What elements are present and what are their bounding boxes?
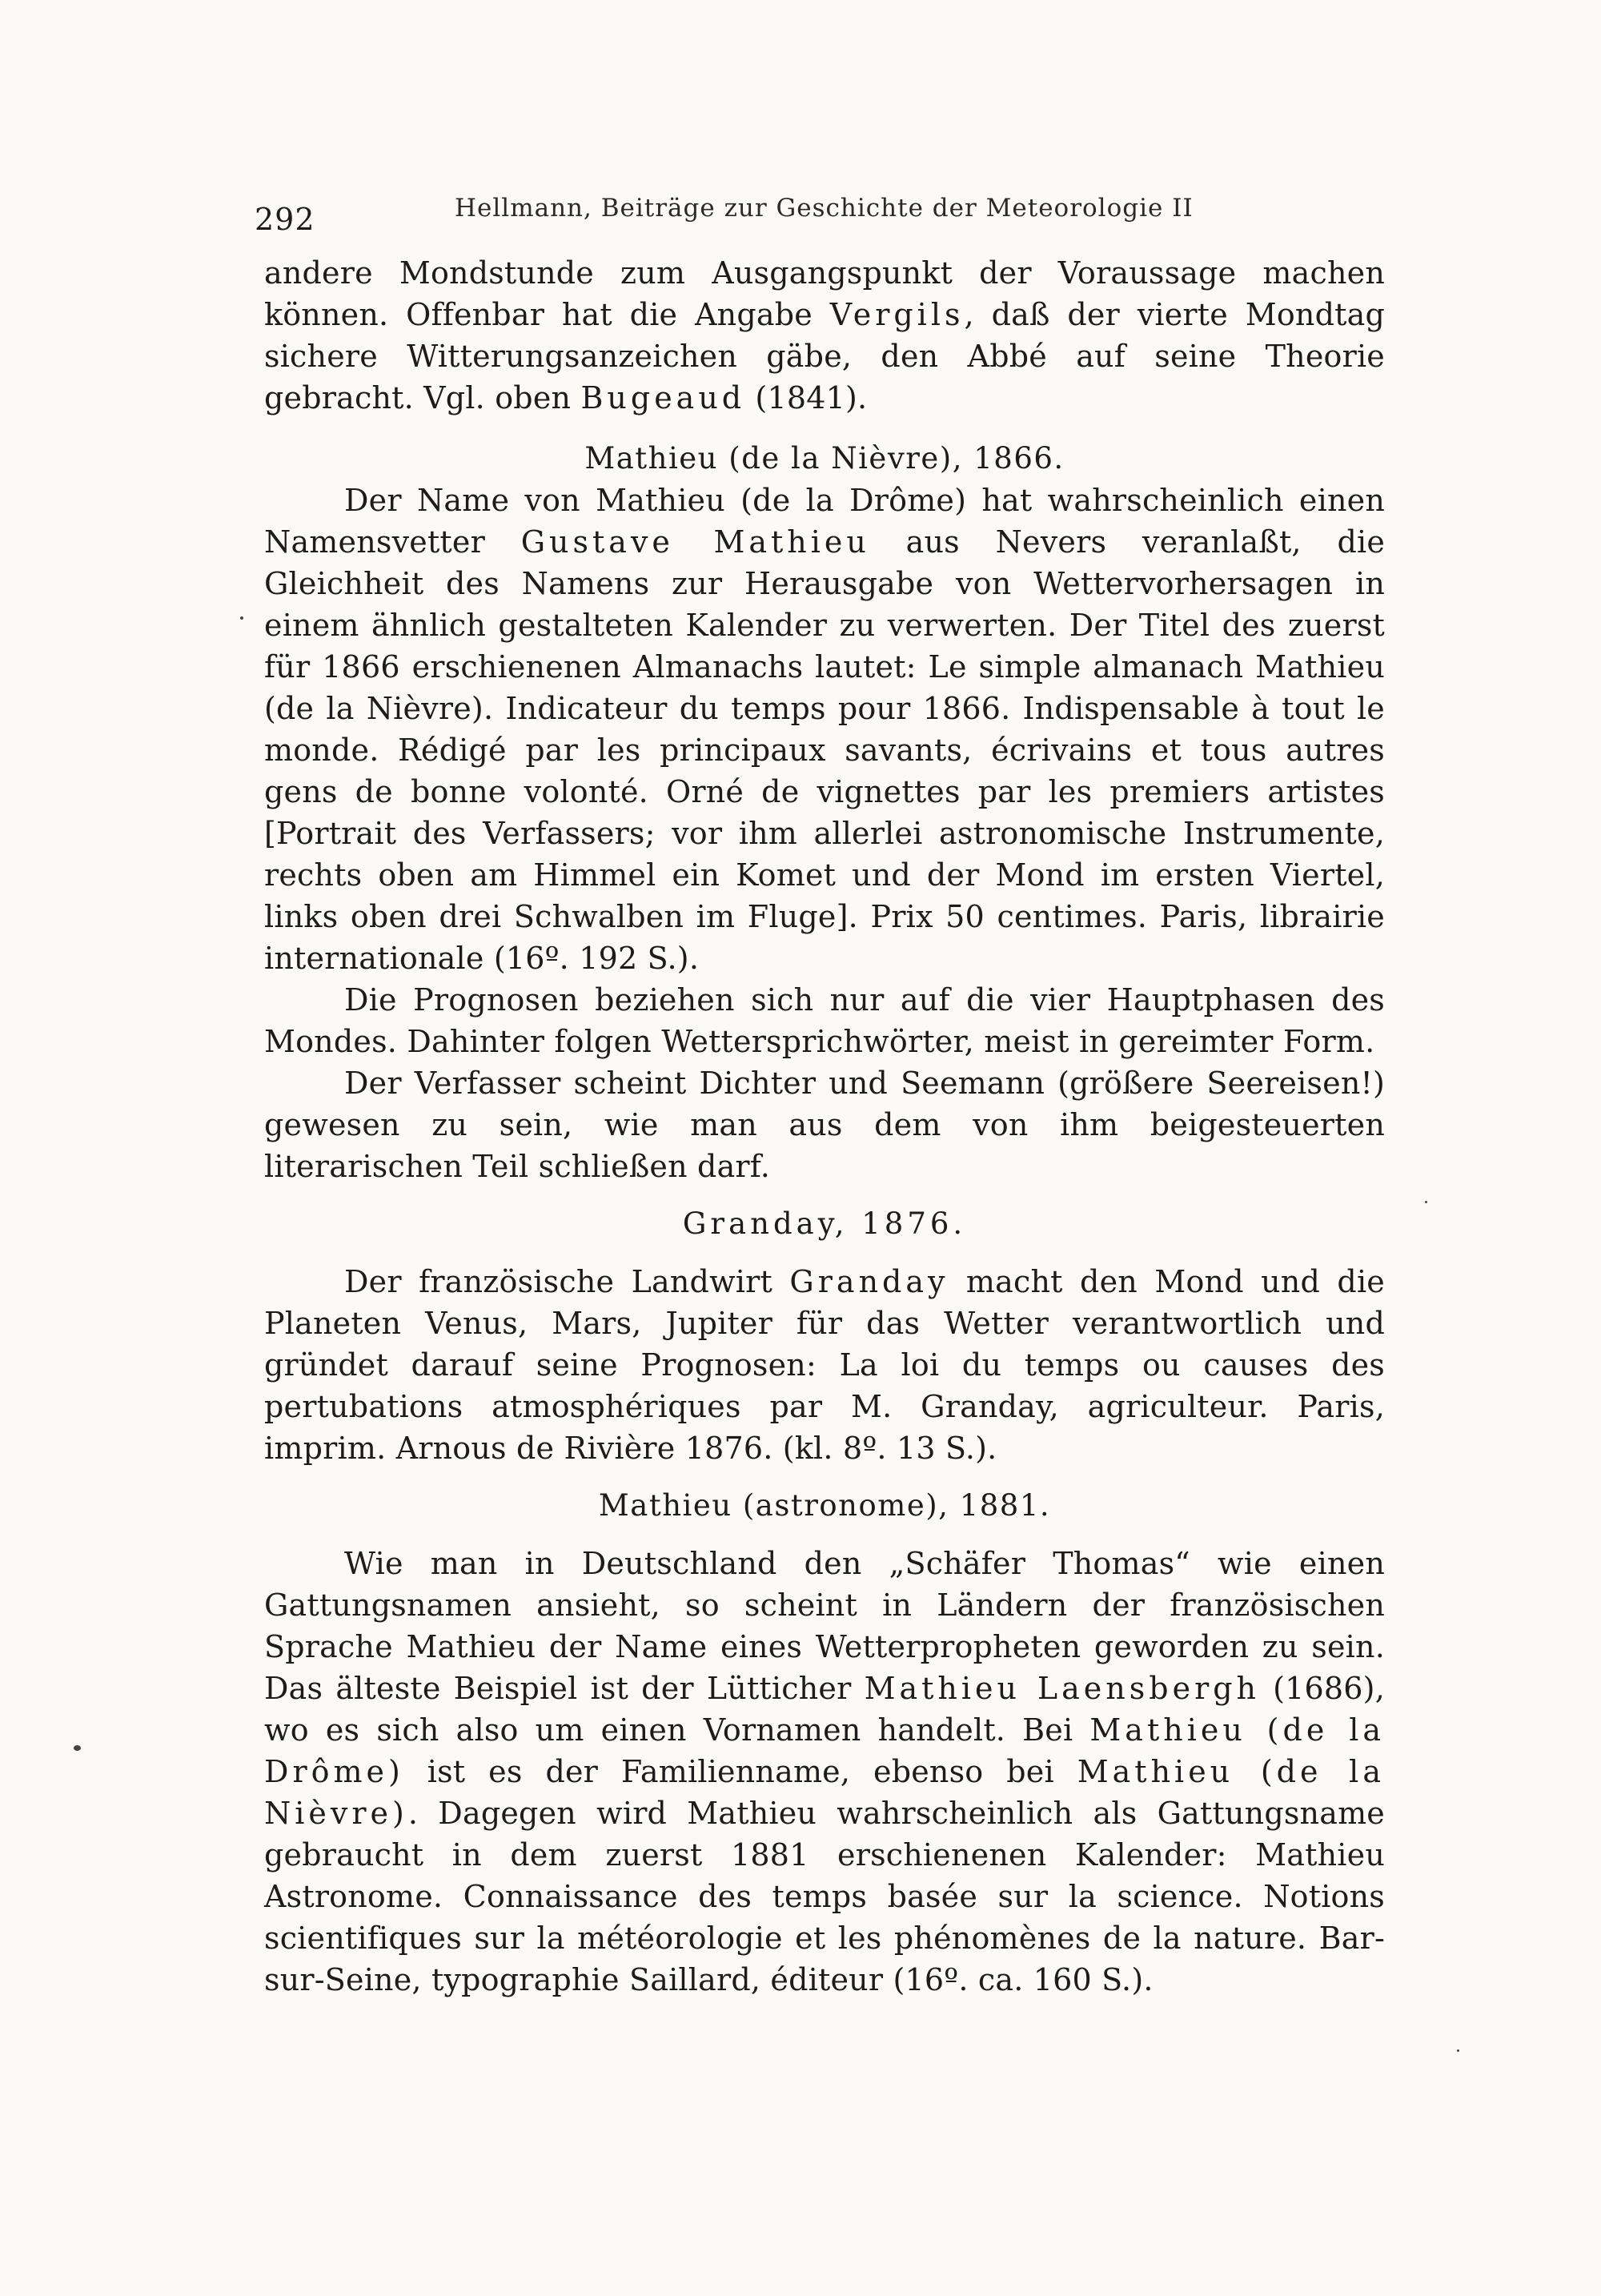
scan-speck — [240, 616, 243, 620]
paragraph-mathieu-astronome — [264, 1543, 1385, 2001]
text-run: , daß der vierte Mondtag sichere Witterungsanzeichen gäbe, den Abbé auf seine Theorie gebracht. Vgl. oben — [264, 297, 1385, 415]
spaced-name: Gustave Mathieu — [520, 524, 870, 560]
text-run: Der Name von Mathieu (de la Drôme) hat wahrscheinlich einen Namensvetter — [264, 483, 1385, 560]
paragraph-granday — [264, 1261, 1385, 1469]
scan-speck — [1425, 1201, 1427, 1203]
body-text — [264, 252, 1385, 2001]
paragraph-intro — [264, 252, 1385, 419]
spaced-name: Mathieu Laensbergh — [864, 1671, 1261, 1706]
spaced-name: Granday — [789, 1264, 949, 1299]
section-heading-mathieu-astronome: Mathieu (astronome), 1881. — [598, 1488, 1051, 1523]
section-heading-mathieu-nievre: Mathieu (de la Nièvre), 1866. — [584, 441, 1065, 476]
paragraph-mathieu-nievre-1 — [264, 480, 1385, 979]
text-run: ist es der Familienname, ebenso bei — [403, 1754, 1077, 1789]
text-run: (1686), wo es sich also um einen Vornamen handelt. Bei — [264, 1671, 1385, 1748]
text-run: (1841). — [745, 380, 868, 415]
text-run: Der französische Landwirt — [344, 1264, 790, 1299]
scan-speck — [1457, 2049, 1459, 2052]
text-run: andere Mondstunde zum Ausgangspunkt der Voraussage machen können. Offenbar hat die Angabe — [264, 255, 1385, 332]
running-head — [255, 186, 1375, 237]
spaced-name: Bugeaud — [580, 380, 746, 415]
section-heading-granday: Granday, 1876. — [682, 1206, 967, 1241]
spaced-name: Mathieu (de la Drôme) — [264, 1712, 1385, 1789]
text-run: macht den Mond und die Planeten Venus, Mars, Jupiter für das Wetter verantwortlich und gründet darauf seine Prognosen: La loi du temps ou causes des pertubations atmosphériques par M. Granday, agriculteur. Paris, imprim. Arnous de Rivière 1876. (kl. 8º. 13 S.). — [264, 1264, 1385, 1466]
paragraph-mathieu-nievre-2: Die Prognosen beziehen sich nur auf die vier Hauptphasen des Mondes. Dahinter folgen Wettersprichwörter, meist in gereimter Form. — [264, 982, 1385, 1059]
text-run: . Dagegen wird Mathieu wahrscheinlich als Gattungsname gebraucht in dem zuerst 1881 erschienenen Kalender: Mathieu Astronome. Connaissance des temps basée sur la science. Notions scientifiques sur la météorologie et les phénomènes de la nature. Bar-sur-Seine, typographie Saillard, éditeur (16º. ca. 160 S.). — [264, 1796, 1385, 1997]
text-run: aus Nevers veranlaßt, die Gleichheit des Namens zur Herausgabe von Wettervorhersagen in einem ähnlich gestalteten Kalender zu verwerten. Der Titel des zuerst für 1866 erschienenen Almanachs lautet: Le simple almanach Mathieu (de la Nièvre). Indicateur du temps pour 1866. Indispensable à tout le monde. Rédigé par les principaux savants, écrivains et tous autres gens de bonne volonté. Orné de vignettes par les premiers artistes [Portrait des Verfassers; vor ihm allerlei astronomische Instrumente, rechts oben am Himmel ein Komet und der Mond im ersten Viertel, links oben drei Schwalben im Fluge]. Prix 50 centimes. Paris, librairie internationale (16º. 192 S.). — [264, 524, 1386, 976]
spaced-name: Vergils — [829, 297, 965, 332]
page-number: 292 — [255, 202, 315, 237]
paragraph-mathieu-nievre-3: Der Verfasser scheint Dichter und Seemann (größere Seereisen!) gewesen zu sein, wie man aus dem von ihm beigesteuerten literarischen Teil schließen darf. — [264, 1066, 1385, 1184]
running-head-title: Hellmann, Beiträge zur Geschichte der Meteorologie II — [455, 194, 1194, 223]
spaced-name: Mathieu (de la Nièvre) — [264, 1754, 1385, 1831]
scan-speck — [74, 1745, 81, 1751]
text-run: Wie man in Deutschland den „Schäfer Thomas“ wie einen Gattungsnamen ansieht, so scheint in Ländern der französischen Sprache Mathieu der Name eines Wetterpropheten geworden zu sein. Das älteste Beispiel ist der Lütticher — [264, 1546, 1385, 1706]
